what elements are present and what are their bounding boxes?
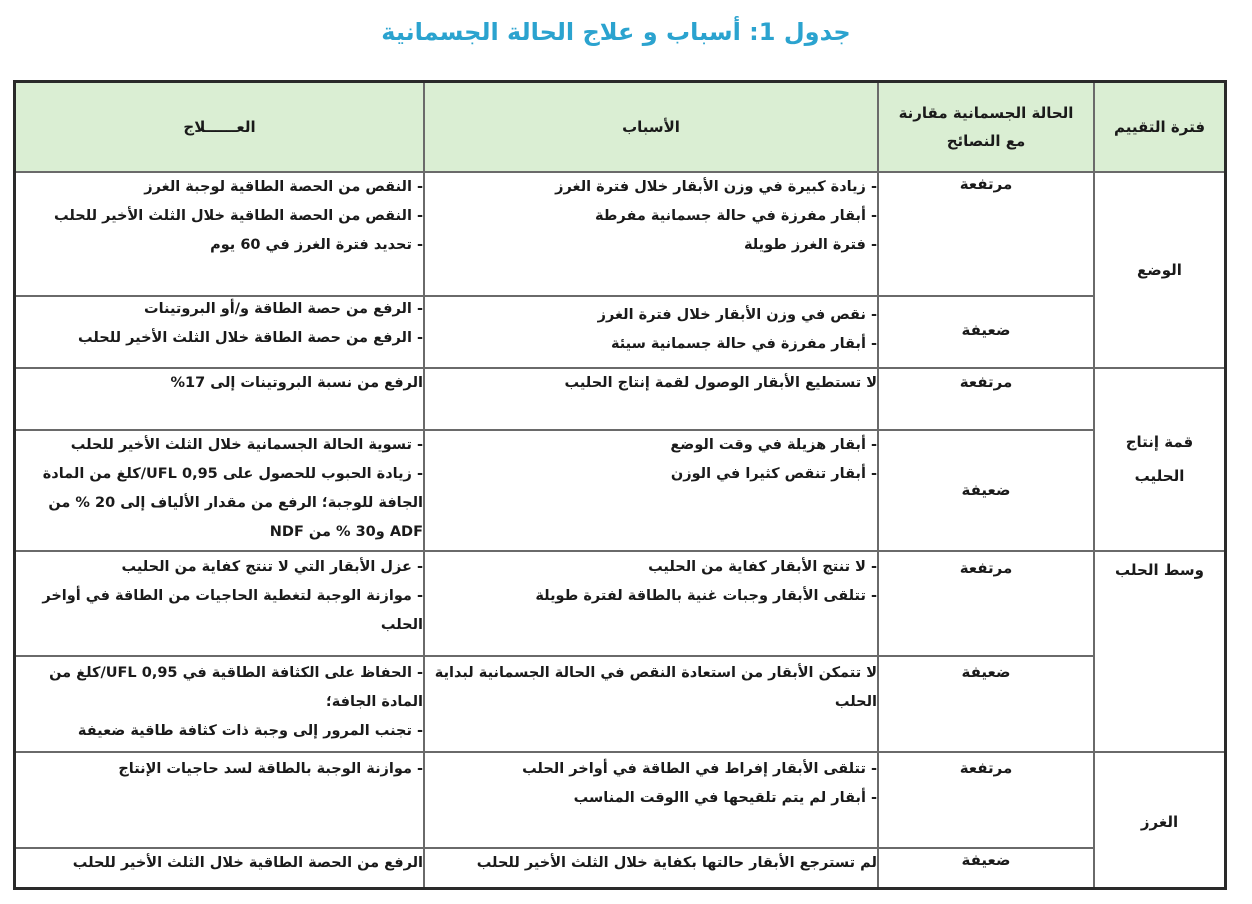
- level-label: ضعيفة: [961, 663, 1011, 681]
- level-label: مرتفعة: [959, 373, 1013, 391]
- treatment-list: [16, 553, 423, 640]
- list-item: - تتلقى الأبقار وجبات غنية بالطاقة لفترة طويلة: [425, 582, 877, 611]
- list-item: الرفع من الحصة الطاقية خلال الثلث الأخير للحلب: [72, 855, 423, 871]
- list-item: - الحفاظ على الكثافة الطاقية في 0,95 UFL/كلغ من المادة الجافة؛: [16, 659, 423, 717]
- period-mid: [1095, 553, 1224, 587]
- header-treatment-label: العــــــلاج: [183, 118, 256, 136]
- list-item: لم تسترجع الأبقار حالتها بكفاية خلال الثلث الأخير للحلب: [476, 855, 877, 871]
- level-cell: [879, 321, 1093, 339]
- period-dry: [1095, 805, 1224, 839]
- causes-list: [425, 659, 877, 717]
- list-item: - أبقار هزيلة في وقت الوضع: [425, 431, 877, 460]
- list-item: - تسوية الحالة الجسمانية خلال الثلث الأخير للحلب: [16, 431, 423, 460]
- level-cell: [879, 851, 1093, 869]
- period-peak-line1: قمة إنتاج: [1125, 433, 1194, 451]
- list-item: - لا تنتج الأبقار كفاية من الحليب: [425, 553, 877, 582]
- period-dry-label: الغرز: [1140, 813, 1179, 831]
- causes-list: [425, 369, 877, 398]
- grid-line-h6: [16, 751, 1224, 753]
- level-label: مرتفعة: [959, 559, 1013, 577]
- period-calving: [1095, 253, 1224, 287]
- level-cell: [879, 663, 1093, 681]
- treatment-list: [16, 755, 423, 784]
- header-causes-label: الأسباب: [622, 118, 680, 136]
- list-item: - زيادة الحبوب للحصول على 0,95 UFL/كلغ من المادة الجافة للوجبة؛ الرفع من مقدار الألياف إلى 20 % من ADF و30 % من NDF: [16, 460, 423, 547]
- treatment-list: [16, 295, 423, 353]
- list-item: - تتلقى الأبقار إفراط في الطاقة في أواخر الحلب: [425, 755, 877, 784]
- treatment-list: [16, 369, 423, 398]
- causes-list: [425, 431, 877, 489]
- header-treatment: [16, 83, 423, 171]
- level-label: ضعيفة: [961, 321, 1011, 339]
- level-cell: [879, 175, 1093, 193]
- level-label: ضعيفة: [961, 481, 1011, 499]
- list-item: لا تستطيع الأبقار الوصول لقمة إنتاج الحليب: [564, 375, 877, 391]
- period-calving-label: الوضع: [1137, 261, 1182, 279]
- period-mid-label: وسط الحلب: [1115, 561, 1204, 579]
- list-item: الرفع من نسبة البروتينات إلى 17%: [170, 375, 423, 391]
- grid-line-h5: [16, 655, 1093, 657]
- causes-list: [425, 553, 877, 611]
- list-item: لا تتمكن الأبقار من استعادة النقص في الحالة الجسمانية لبداية الحلب: [434, 665, 877, 710]
- period-peak-line2: الحليب: [1134, 467, 1185, 485]
- treatment-list: [16, 173, 423, 260]
- header-period-label: فترة التقييم: [1113, 118, 1206, 136]
- list-item: - أبقار تنقص كثيرا في الوزن: [425, 460, 877, 489]
- header-condition: [879, 83, 1093, 171]
- list-item: - نقص في وزن الأبقار خلال فترة الغرز: [425, 301, 877, 330]
- level-cell: [879, 373, 1093, 391]
- header-causes: [425, 83, 877, 171]
- list-item: - أبقار لم يتم تلقيحها في االوقت المناسب: [425, 784, 877, 813]
- list-item: - تجنب المرور إلى وجبة ذات كثافة طاقية ضعيفة: [16, 717, 423, 746]
- treatment-list: [16, 431, 423, 547]
- header-condition-label: الحالة الجسمانية مقارنة مع النصائح: [898, 104, 1074, 150]
- level-cell: [879, 559, 1093, 577]
- table-title: جدول 1: أسباب و علاج الحالة الجسمانية: [381, 18, 851, 46]
- period-peak: [1095, 425, 1224, 493]
- list-item: - زيادة كبيرة في وزن الأبقار خلال فترة الغرز: [425, 173, 877, 202]
- treatment-list: [16, 849, 423, 878]
- level-label: مرتفعة: [959, 759, 1013, 777]
- list-item: - أبقار مفرزة في حالة جسمانية مفرطة: [425, 202, 877, 231]
- level-cell: [879, 759, 1093, 777]
- causes-list: [425, 301, 877, 359]
- causes-list: [425, 849, 877, 878]
- causes-treatment-table: [13, 80, 1227, 890]
- list-item: - النقص من الحصة الطاقية خلال الثلث الأخير للحلب: [16, 202, 423, 231]
- list-item: - الرفع من حصة الطاقة و/أو البروتينات: [16, 295, 423, 324]
- list-item: - النقص من الحصة الطاقية لوجبة الغرز: [16, 173, 423, 202]
- grid-line-h4: [16, 550, 1224, 552]
- causes-list: [425, 755, 877, 813]
- list-item: - موازنة الوجبة لتغطية الحاجيات من الطاقة في أواخر الحلب: [16, 582, 423, 640]
- level-cell: [879, 481, 1093, 499]
- list-item: - تحديد فترة الغرز في 60 يوم: [16, 231, 423, 260]
- treatment-list: [16, 659, 423, 746]
- list-item: - فترة الغرز طويلة: [425, 231, 877, 260]
- list-item: - عزل الأبقار التي لا تنتج كفاية من الحليب: [16, 553, 423, 582]
- causes-list: [425, 173, 877, 260]
- header-period: [1095, 83, 1224, 171]
- list-item: - موازنة الوجبة بالطاقة لسد حاجيات الإنتاج: [16, 755, 423, 784]
- level-label: مرتفعة: [959, 175, 1013, 193]
- list-item: - أبقار مفرزة في حالة جسمانية سيئة: [425, 330, 877, 359]
- list-item: - الرفع من حصة الطاقة خلال الثلث الأخير للحلب: [16, 324, 423, 353]
- level-label: ضعيفة: [961, 851, 1011, 869]
